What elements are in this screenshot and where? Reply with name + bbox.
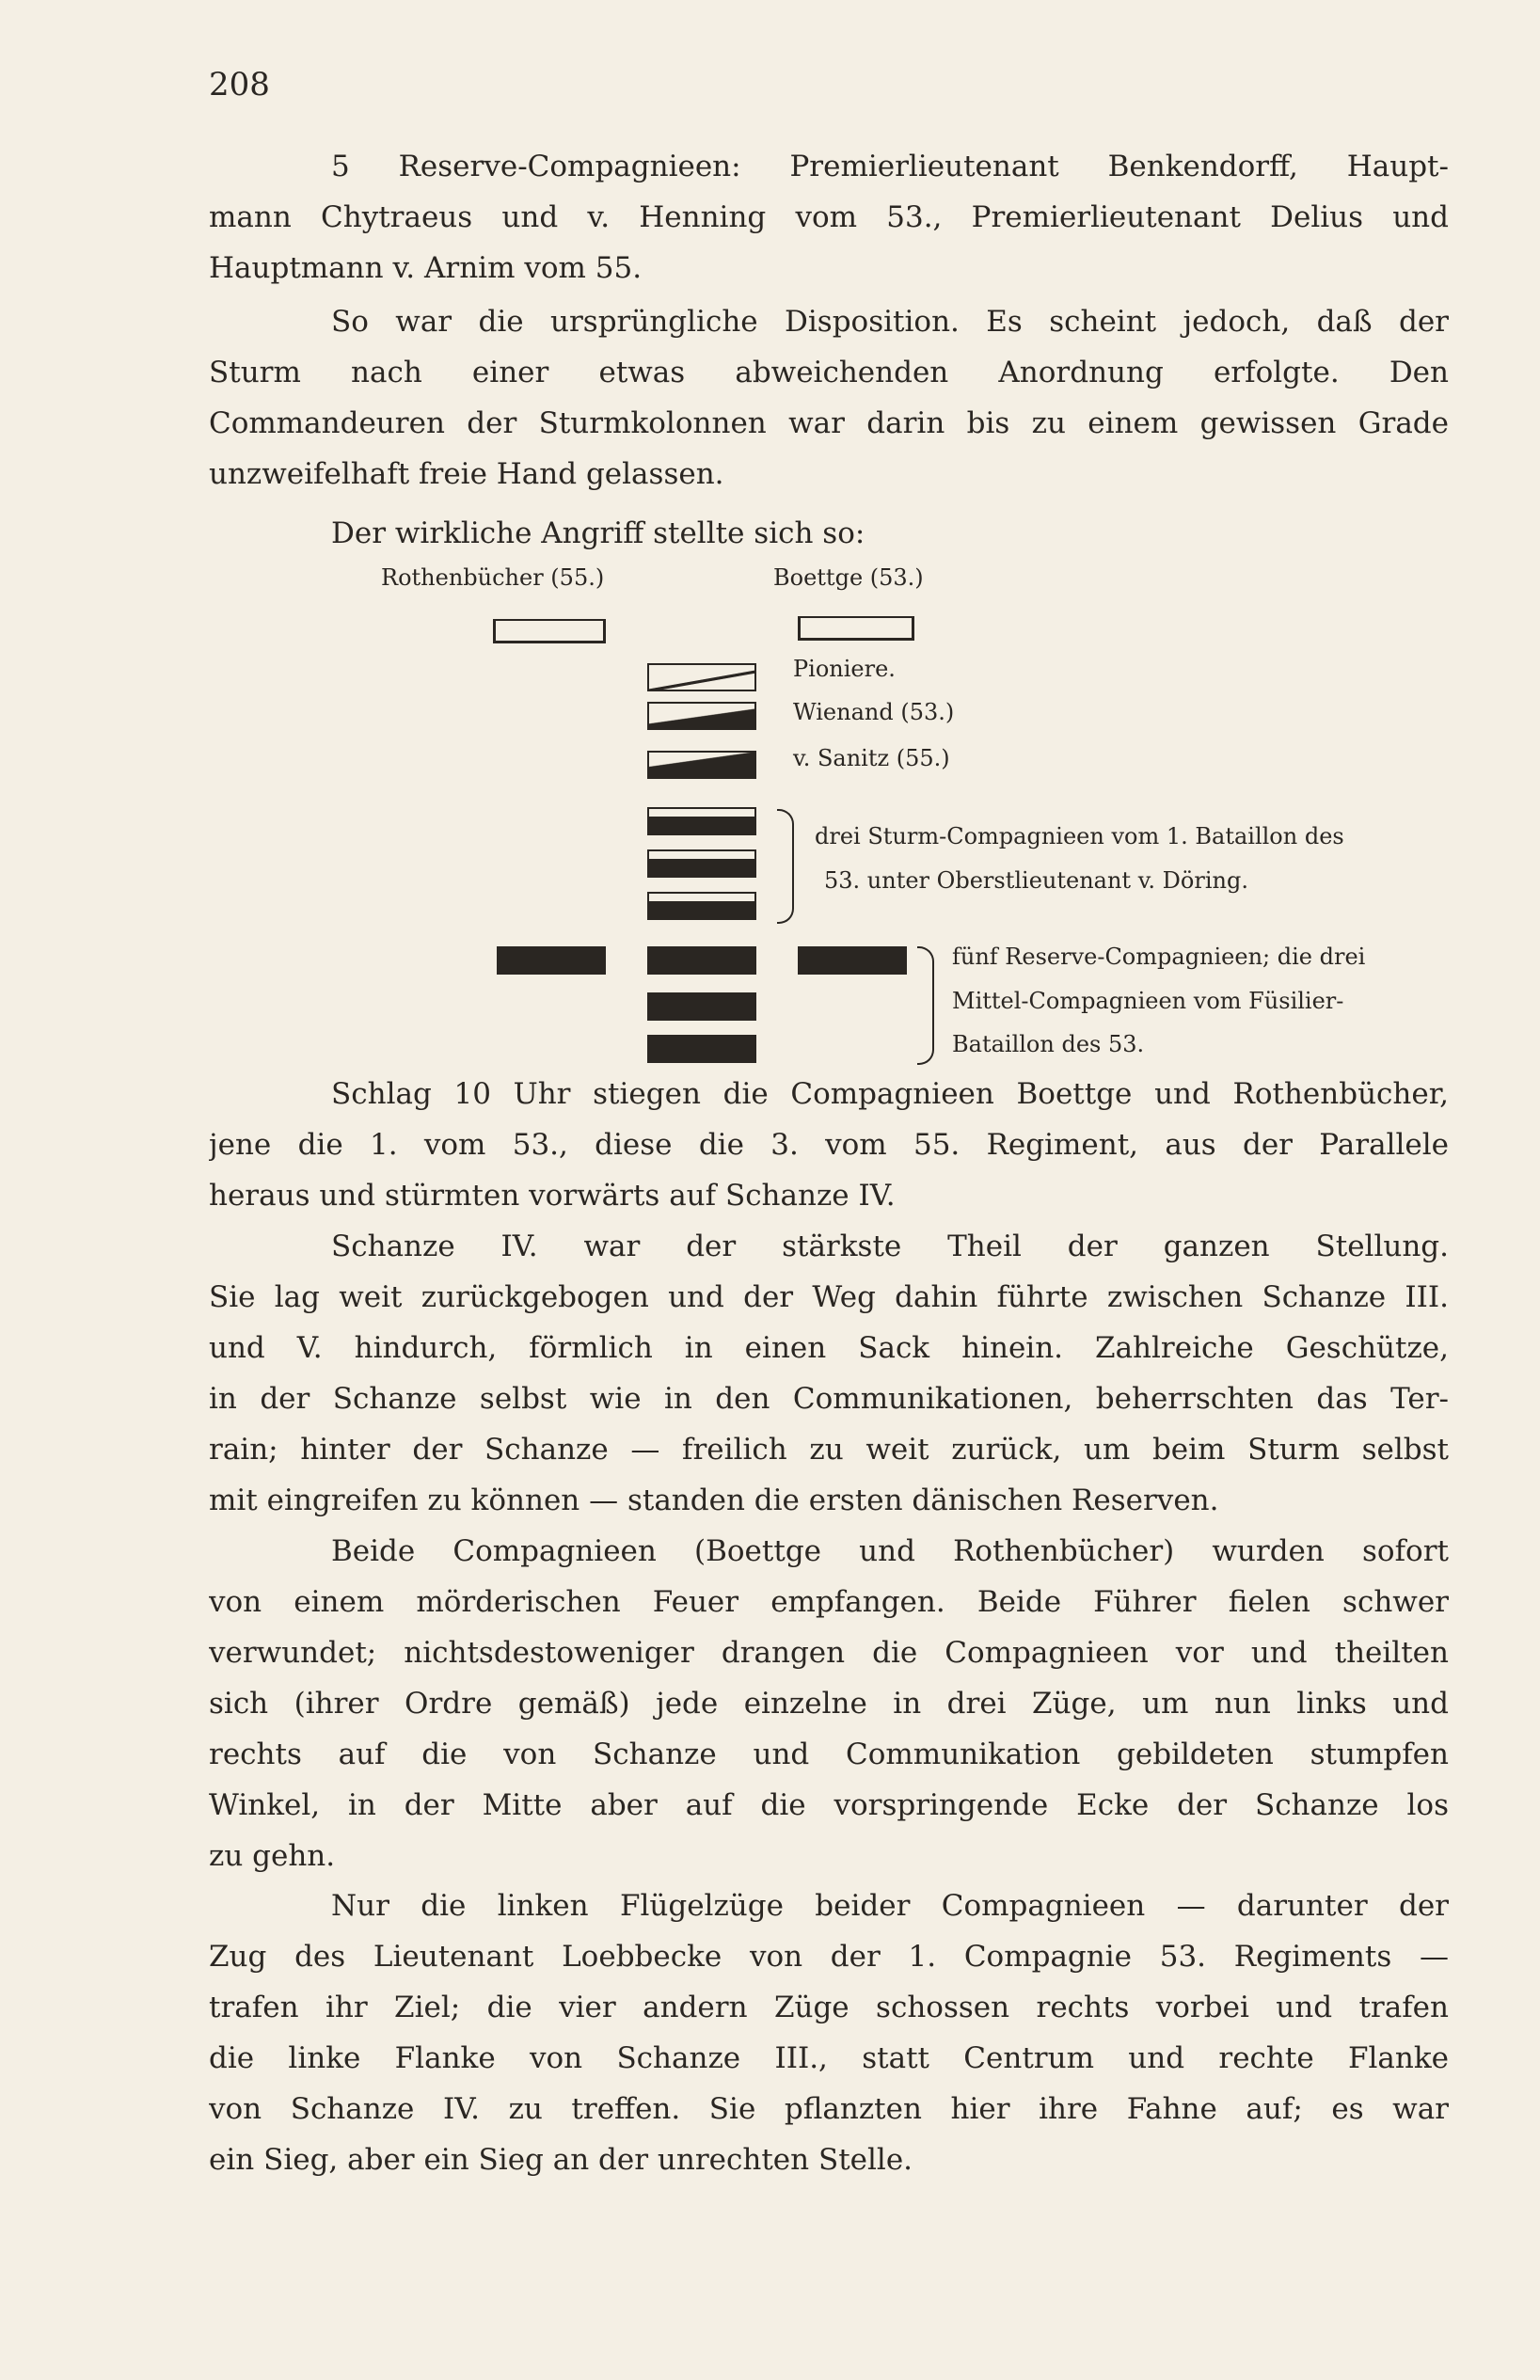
text-line: Der wirkliche Angriff stellte sich so:	[331, 516, 865, 550]
text-line: die linke Flanke von Schanze III., statt Centrum und rechte Flanke	[209, 2041, 1449, 2075]
label-pioniere: Pioniere.	[793, 656, 896, 682]
text-line: heraus und stürmten vorwärts auf Schanze IV.	[209, 1179, 896, 1213]
text-line: sich (ihrer Ordre gemäß) jede einzelne in drei Züge, um nun links und	[209, 1687, 1449, 1721]
text-line: verwundet; nichtsdestoweniger drangen die Compagnieen vor und theilten	[209, 1636, 1449, 1670]
block-pioniere	[647, 663, 756, 691]
label-reserve-2: Mittel-Compagnieen vom Füsilier-	[952, 988, 1344, 1014]
paragraph-3	[209, 508, 1449, 559]
label-storm-1: drei Sturm-Compagnieen vom 1. Bataillon des	[815, 823, 1344, 849]
paragraph-4	[209, 1069, 1449, 1221]
bracket-reserve	[917, 946, 934, 1065]
text-line: von Schanze IV. zu treffen. Sie pflanzten hier ihre Fahne auf; es war	[209, 2092, 1449, 2126]
reserve-block-left	[497, 946, 606, 975]
label-reserve-1: fünf Reserve-Compagnieen; die drei	[952, 944, 1366, 970]
text-line: mann Chytraeus und v. Henning vom 53., Premierlieutenant Delius und	[209, 200, 1449, 234]
text-line: in der Schanze selbst wie in den Communikationen, beherrschten das Ter-	[209, 1382, 1449, 1416]
reserve-block-center-2	[647, 992, 756, 1021]
label-wienand: Wienand (53.)	[793, 699, 955, 725]
paragraph-2	[209, 296, 1449, 500]
text-line: jene die 1. vom 53., diese die 3. vom 55. Regiment, aus der Parallele	[209, 1128, 1449, 1162]
block-wienand	[647, 702, 756, 730]
text-line: ein Sieg, aber ein Sieg an der unrechten Stelle.	[209, 2143, 913, 2177]
text-line: Commandeuren der Sturmkolonnen war darin bis zu einem gewissen Grade	[209, 406, 1449, 440]
text-line: So war die ursprüngliche Disposition. Es scheint jedoch, daß der	[331, 305, 1449, 339]
text-line: Sturm nach einer etwas abweichenden Anordnung erfolgte. Den	[209, 356, 1449, 389]
text-line: Schlag 10 Uhr stiegen die Compagnieen Boettge und Rothenbücher,	[331, 1077, 1449, 1111]
text-line: unzweifelhaft freie Hand gelassen.	[209, 457, 724, 491]
label-boettge: Boettge (53.)	[773, 564, 924, 591]
label-storm-2: 53. unter Oberstlieutenant v. Döring.	[824, 867, 1248, 894]
text-line: rechts auf die von Schanze und Communikation gebildeten stumpfen	[209, 1737, 1449, 1771]
paragraph-6	[209, 1526, 1449, 1881]
block-sanitz	[647, 751, 756, 779]
text-line: Winkel, in der Mitte aber auf die vorspringende Ecke der Schanze los	[209, 1788, 1449, 1822]
text-line: und V. hindurch, förmlich in einen Sack hinein. Zahlreiche Geschütze,	[209, 1331, 1449, 1365]
text-line: Schanze IV. war der stärkste Theil der ganzen Stellung.	[331, 1230, 1449, 1263]
text-line: Beide Compagnieen (Boettge und Rothenbücher) wurden sofort	[331, 1534, 1449, 1568]
paragraph-7	[209, 1880, 1449, 2185]
storm-company-block-2	[647, 849, 756, 878]
text-line: Nur die linken Flügelzüge beider Compagnieen — darunter der	[331, 1889, 1449, 1923]
storm-company-block-3	[647, 892, 756, 920]
text-line: von einem mörderischen Feuer empfangen. Beide Führer fielen schwer	[209, 1585, 1449, 1619]
text-line: trafen ihr Ziel; die vier andern Züge schossen rechts vorbei und trafen	[209, 1991, 1449, 2024]
text-line: rain; hinter der Schanze — freilich zu weit zurück, um beim Sturm selbst	[209, 1433, 1449, 1467]
paragraph-1	[209, 141, 1449, 294]
reserve-block-center-3	[647, 1035, 756, 1063]
text-line: Hauptmann v. Arnim vom 55.	[209, 251, 643, 285]
bracket-storm	[777, 809, 794, 924]
paragraph-5	[209, 1221, 1449, 1526]
page-number: 208	[209, 66, 270, 103]
reserve-block-center-1	[647, 946, 756, 975]
reserve-block-right	[798, 946, 907, 975]
text-line: 5 Reserve-Compagnieen: Premierlieutenant Benkendorff, Haupt-	[331, 150, 1449, 183]
label-sanitz: v. Sanitz (55.)	[793, 745, 950, 771]
text-line: Sie lag weit zurückgebogen und der Weg dahin führte zwischen Schanze III.	[209, 1280, 1449, 1314]
label-reserve-3: Bataillon des 53.	[952, 1031, 1145, 1057]
label-rothenbuecher: Rothenbücher (55.)	[381, 564, 605, 591]
text-line: zu gehn.	[209, 1839, 336, 1873]
company-block-boettge	[798, 616, 914, 641]
text-line: mit eingreifen zu können — standen die ersten dänischen Reserven.	[209, 1484, 1219, 1517]
text-line: Zug des Lieutenant Loebbecke von der 1. Compagnie 53. Regiments —	[209, 1940, 1449, 1974]
company-block-rothenbuecher	[493, 619, 606, 643]
storm-company-block-1	[647, 807, 756, 835]
